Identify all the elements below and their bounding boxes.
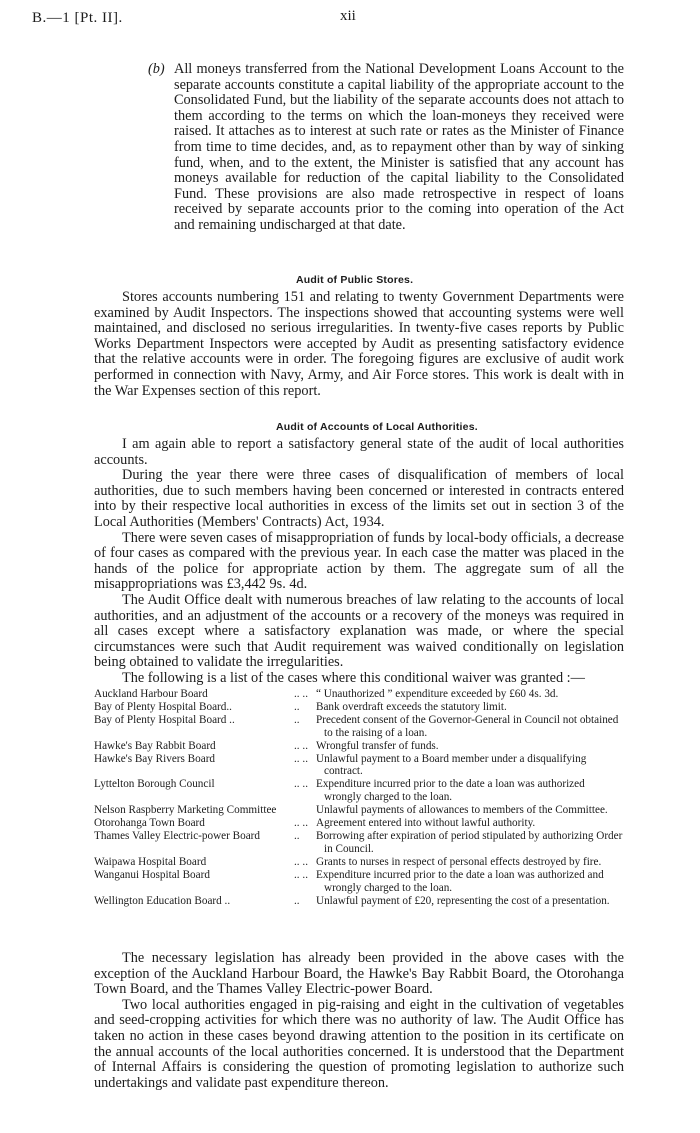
stores-text: Stores accounts numbering 151 and relating to twenty Government Departments were examined by Audit Inspectors. The inspections showed that accounting systems were well maintained, and disclosed no serious irregularities. In twenty-five cases reports by Public Works Department Inspectors were accepted by Audit as presenting satisfactory evidence that the relative accounts were in order. The foregoing figures are exclusive of audit work performed in connection with Navy, Army, and Air Force stores. This work is dealt with in the War Expenses section of this report.	[94, 289, 624, 399]
waiver-reason: Wrongful transfer of funds.	[316, 739, 439, 752]
waiver-reason: Precedent consent of the Governor-General in Council not obtained to the raising of a loan.	[316, 713, 619, 739]
waiver-list-item	[94, 753, 624, 779]
waiver-authority: Thames Valley Electric-power Board	[94, 829, 260, 842]
waiver-leader-dots: .. ..	[294, 868, 308, 881]
waiver-list-item	[94, 856, 624, 869]
waiver-list-item	[94, 714, 624, 740]
closing-paragraphs	[94, 951, 624, 1091]
waiver-authority: Otorohanga Town Board	[94, 817, 205, 830]
waiver-reason: Borrowing after expiration of period stipulated by authorizing Order in Council.	[316, 829, 623, 855]
waiver-list-item	[94, 830, 624, 856]
waiver-authority: Bay of Plenty Hospital Board ..	[94, 713, 235, 726]
waiver-reason: Grants to nurses in respect of personal effects destroyed by fire.	[316, 855, 602, 868]
heading-local-authorities: Audit of Accounts of Local Authorities.	[276, 421, 478, 433]
waiver-authority: Auckland Harbour Board	[94, 688, 208, 700]
local-p5: The following is a list of the cases where this conditional waiver was granted :—	[122, 669, 585, 686]
waiver-reason: “ Unauthorized ” expenditure exceeded by £60 4s. 3d.	[316, 688, 559, 700]
waiver-authority: Hawke's Bay Rivers Board	[94, 752, 216, 765]
waiver-leader-dots	[294, 804, 316, 817]
waiver-list-item	[94, 778, 624, 804]
waiver-authority: Wanganui Hospital Board	[94, 868, 210, 881]
waiver-leader-dots: .. ..	[294, 752, 308, 765]
clause-b-text: All moneys transferred from the National Development Loans Account to the separate accounts constitute a capital liability of the appropriate account to the Consolidated Fund, but the liability of the separate accounts does not attach to them according to the terms on which the loan-moneys they received were raised. It attaches as to interest at such rate or rates as the Minister of Finance from time to time decides, and, as to repayment other than by way of sinking fund, when, and to the extent, the Minister is satisfied that any account has moneys available for reduction of the capital liability to the Consolidated Fund. These provisions are also made retrospective in respect of loans received by separate accounts prior to the coming into operation of the Act and remaining undischarged at that date.	[174, 61, 624, 233]
waiver-leader-dots: .. ..	[294, 688, 308, 700]
local-p2: During the year there were three cases of disqualification of members of local authorities, due to such members having been concerned or interested in contracts entered into by their respective local authorities in excess of the limits set out in section 3 of the Local Authorities (Members' Contracts) Act, 1934.	[94, 467, 624, 530]
waiver-authority: Bay of Plenty Hospital Board..	[94, 700, 232, 713]
waiver-leader-dots: .. ..	[294, 855, 308, 868]
local-authorities-paragraphs	[94, 437, 624, 687]
local-p1: I am again able to report a satisfactory general state of the audit of local authorities accounts.	[94, 436, 624, 468]
waiver-authority: Waipawa Hospital Board	[94, 855, 207, 868]
waiver-reason: Agreement entered into without lawful authority.	[316, 817, 536, 830]
closing-p1: The necessary legislation has already been provided in the above cases with the exception of the Auckland Harbour Board, the Hawke's Bay Rabbit Board, the Otorohanga Town Board, and the Thames Valley Electric-power Board.	[94, 950, 624, 998]
clause-b	[148, 62, 624, 234]
waiver-reason: Unlawful payments of allowances to members of the Committee.	[316, 804, 608, 817]
waiver-leader-dots: ..	[294, 829, 300, 842]
waiver-leader-dots: ..	[294, 713, 300, 726]
waiver-leader-dots: ..	[294, 700, 300, 713]
waiver-list	[94, 688, 624, 907]
local-p4: The Audit Office dealt with numerous breaches of law relating to the accounts of local authorities, and an adjustment of the accounts or a recovery of the moneys was required in all cases except where a satisfactory explanation was made, or where the special circumstances were such that Audit requirement was waived conditionally on legislation being obtained to validate the irregularities.	[94, 591, 624, 671]
waiver-leader-dots: .. ..	[294, 817, 308, 830]
waiver-authority: Wellington Education Board ..	[94, 894, 231, 907]
waiver-reason: Expenditure incurred prior to the date a loan was authorized wrongly charged to the loan.	[316, 778, 585, 804]
closing-p2: Two local authorities engaged in pig-raising and eight in the cultivation of vegetables and seed-cropping activities for which there was no authority of law. The Audit Office has taken no action in these cases beyond drawing attention to the position in its certificate on the annual accounts of the local authorities concerned. It is understood that the Department of Internal Affairs is considering the question of promoting legislation to authorize such undertakings and validate past expenditure thereon.	[94, 996, 624, 1091]
waiver-list-item	[94, 701, 624, 714]
waiver-list-item	[94, 688, 624, 701]
document-reference: B.—1 [Pt. II].	[32, 10, 123, 26]
waiver-reason: Bank overdraft exceeds the statutory limit.	[316, 700, 507, 713]
waiver-leader-dots: .. ..	[294, 739, 308, 752]
waiver-leader-dots: ..	[294, 894, 300, 907]
stores-paragraph	[94, 290, 624, 399]
waiver-authority: Nelson Raspberry Marketing Committee	[94, 804, 277, 817]
waiver-list-item	[94, 740, 624, 753]
clause-b-label: (b)	[148, 61, 165, 77]
waiver-authority: Hawke's Bay Rabbit Board	[94, 739, 216, 752]
waiver-list-item	[94, 817, 624, 830]
waiver-list-item	[94, 869, 624, 895]
waiver-leader-dots: .. ..	[294, 778, 308, 791]
waiver-list-item	[94, 895, 624, 908]
local-p3: There were seven cases of misappropriation of funds by local-body officials, a decrease of four cases as compared with the previous year. In each case the matter was placed in the hands of the police for appropriate action by them. The aggregate sum of all the misappropriations was £3,442 9s. 4d.	[94, 529, 624, 593]
waiver-list-item	[94, 804, 624, 817]
waiver-reason: Expenditure incurred prior to the date a loan was authorized and wrongly charged to the loan.	[316, 868, 604, 894]
waiver-reason: Unlawful payment of £20, representing the cost of a presentation.	[316, 894, 610, 907]
page-number: xii	[340, 8, 356, 24]
heading-public-stores: Audit of Public Stores.	[296, 274, 414, 286]
waiver-authority: Lyttelton Borough Council	[94, 778, 215, 791]
waiver-reason: Unlawful payment to a Board member under a disqualifying contract.	[316, 752, 587, 778]
